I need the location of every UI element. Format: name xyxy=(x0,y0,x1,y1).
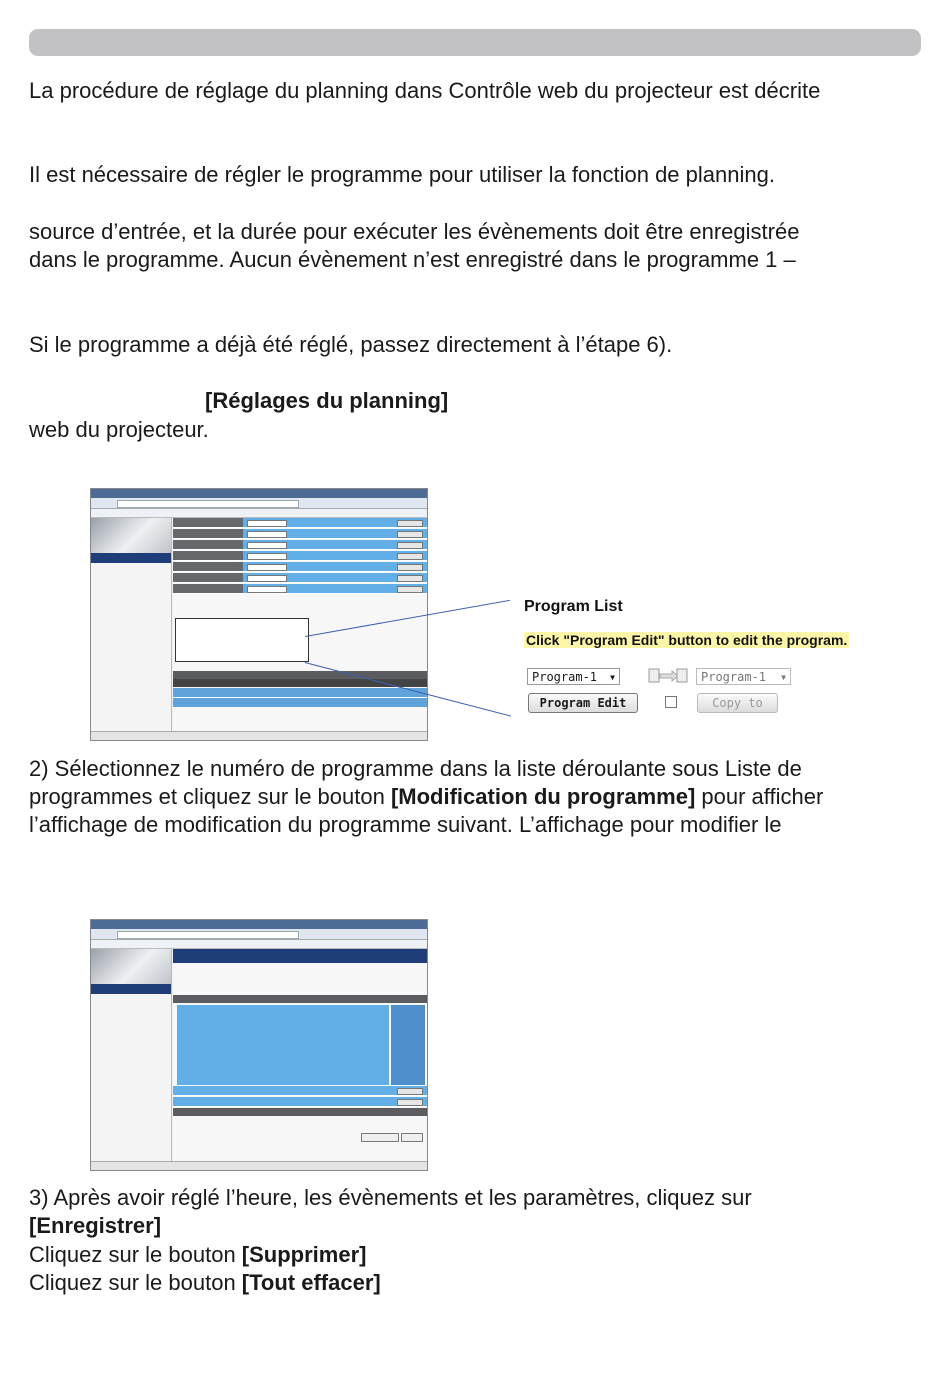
browser-statusbar xyxy=(91,1161,427,1170)
chevron-down-icon: ▼ xyxy=(781,673,786,682)
schedule-row xyxy=(173,584,427,594)
browser-favorites-bar xyxy=(91,509,427,518)
sidebar-header xyxy=(91,984,171,994)
event-row xyxy=(173,1086,427,1096)
sidebar-header xyxy=(91,553,171,563)
paragraph-source-line1: source d’entrée, et la durée pour exécuter les évènements doit être enregistrée xyxy=(29,219,800,244)
paragraph-step3-register: [Enregistrer] xyxy=(29,1213,162,1238)
program-header xyxy=(173,671,427,679)
paragraph-step3-line1: 3) Après avoir réglé l’heure, les évènements et les paramètres, cliquez sur xyxy=(29,1185,752,1210)
edit-row xyxy=(177,1005,389,1085)
browser-titlebar xyxy=(91,489,427,498)
sidebar-menu xyxy=(91,949,172,1162)
schedule-row xyxy=(173,573,427,583)
program-event-row xyxy=(173,688,427,698)
sidebar-menu xyxy=(91,518,172,732)
program-edit-button[interactable]: Program Edit xyxy=(528,693,638,713)
schedule-row xyxy=(173,540,427,550)
projector-logo xyxy=(91,949,171,984)
zoom-program-select[interactable]: Program-1 ▼ xyxy=(527,668,620,685)
paragraph-step2-line1: 2) Sélectionnez le numéro de programme dans la liste déroulante sous Liste de xyxy=(29,756,802,781)
screenshot-program-list xyxy=(90,488,428,741)
schedule-row xyxy=(173,529,427,539)
edit-table-header xyxy=(173,995,427,1003)
save-cell xyxy=(391,1005,425,1085)
paragraph-source-line2: dans le programme. Aucun évènement n’est enregistré dans le programme 1 – xyxy=(29,247,796,272)
paragraph-intro: La procédure de réglage du planning dans Contrôle web du projecteur est décrite xyxy=(29,78,821,103)
schedule-row xyxy=(173,551,427,561)
back-button-small xyxy=(401,1133,423,1142)
browser-address-bar xyxy=(91,929,427,940)
program-event-row xyxy=(173,698,427,708)
paragraph-step3-clear-all: Cliquez sur le bouton [Tout effacer] xyxy=(29,1270,381,1295)
chevron-down-icon: ▼ xyxy=(610,673,615,682)
clear-all-button-small xyxy=(361,1133,399,1142)
schedule-settings-label: [Réglages du planning] xyxy=(205,388,449,413)
paragraph-step2-line2: programmes et cliquez sur le bouton [Modification du programme] pour afficher xyxy=(29,784,824,809)
copy-arrow-icon xyxy=(648,667,688,685)
copy-to-button[interactable]: Copy to xyxy=(697,693,778,713)
page-title-bar xyxy=(173,949,427,963)
schedule-row xyxy=(173,562,427,572)
projector-logo xyxy=(91,518,171,553)
schedule-row xyxy=(173,518,427,528)
edit-table-footer xyxy=(173,1108,427,1116)
paragraph-step2-line3: l’affichage de modification du programme suivant. L’affichage pour modifier le xyxy=(29,812,782,837)
zoom-program-edit-hint: Click "Program Edit" button to edit the program. xyxy=(526,632,848,648)
browser-address-bar xyxy=(91,498,427,509)
browser-titlebar xyxy=(91,920,427,929)
paragraph-step3-delete: Cliquez sur le bouton [Supprimer] xyxy=(29,1242,367,1267)
screenshot-program-edit xyxy=(90,919,428,1171)
program-list-box xyxy=(175,618,309,662)
paragraph-program-required: Il est nécessaire de régler le programme pour utiliser la fonction de planning. xyxy=(29,162,775,187)
section-header-bar xyxy=(29,29,921,56)
paragraph-skip-step: Si le programme a déjà été réglé, passez directement à l’étape 6). xyxy=(29,332,673,357)
event-row xyxy=(173,1097,427,1107)
zoom-copy-target-select[interactable]: Program-1 ▼ xyxy=(696,668,791,685)
program-edit-panel xyxy=(173,949,427,1162)
sidebar-nav-placeholder xyxy=(91,563,171,573)
paragraph-web-control: web du projecteur. xyxy=(29,417,209,442)
sidebar-nav-placeholder xyxy=(91,994,171,1004)
schedule-table xyxy=(173,518,427,732)
browser-favorites-bar xyxy=(91,940,427,949)
zoom-program-list-title: Program List xyxy=(524,598,623,615)
copy-checkbox[interactable] xyxy=(665,696,677,708)
browser-statusbar xyxy=(91,731,427,740)
